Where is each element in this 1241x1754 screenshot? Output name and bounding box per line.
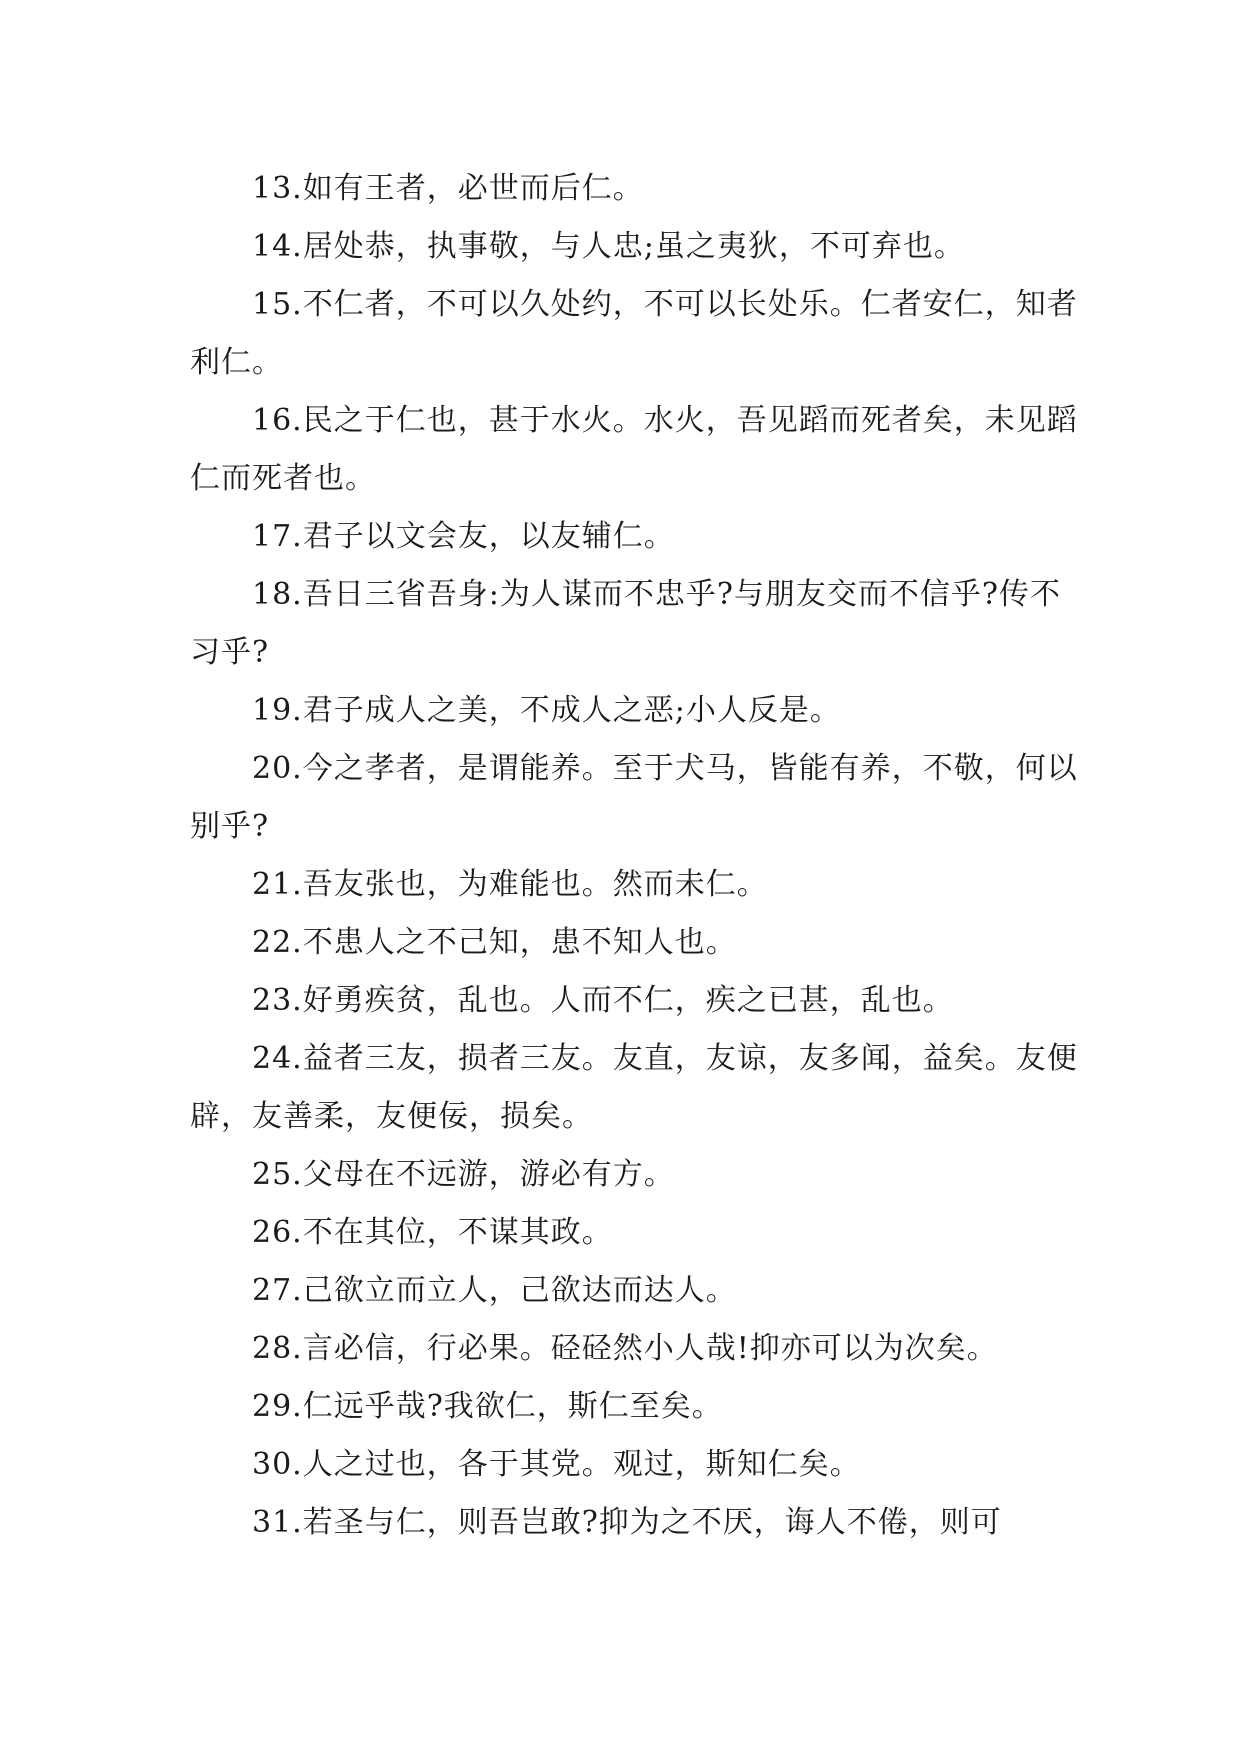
paragraph-13: 13.如有王者，必世而后仁。 (252, 171, 644, 206)
paragraph-18: 18.吾日三省吾身:为人谋而不忠乎?与朋友交而不信乎?传不习乎? (190, 577, 1061, 670)
paragraph-21: 21.吾友张也，为难能也。然而未仁。 (252, 867, 768, 902)
paragraph-16: 16.民之于仁也，甚于水火。水火，吾见蹈而死者矣，未见蹈仁而死者也。 (190, 403, 1078, 496)
document-body (190, 160, 1090, 1552)
paragraph-31: 31.若圣与仁，则吾岂敢?抑为之不厌，诲人不倦，则可 (252, 1505, 1002, 1540)
paragraph-22: 22.不患人之不己知，患不知人也。 (252, 925, 737, 960)
paragraph-27: 27.己欲立而立人，己欲达而达人。 (252, 1273, 737, 1308)
paragraph-14: 14.居处恭，执事敬，与人忠;虽之夷狄，不可弃也。 (252, 229, 965, 264)
paragraph-30: 30.人之过也，各于其党。观过，斯知仁矣。 (252, 1447, 861, 1482)
paragraph-19: 19.君子成人之美，不成人之恶;小人反是。 (252, 693, 841, 728)
paragraph-28: 28.言必信，行必果。硁硁然小人哉!抑亦可以为次矣。 (252, 1331, 998, 1366)
paragraph-29: 29.仁远乎哉?我欲仁，斯仁至矣。 (252, 1389, 723, 1424)
paragraph-25: 25.父母在不远游，游必有方。 (252, 1157, 675, 1192)
paragraph-17: 17.君子以文会友，以友辅仁。 (252, 519, 675, 554)
paragraph-23: 23.好勇疾贫，乱也。人而不仁，疾之已甚，乱也。 (252, 983, 954, 1018)
paragraph-15: 15.不仁者，不可以久处约，不可以长处乐。仁者安仁，知者利仁。 (190, 287, 1078, 380)
paragraph-20: 20.今之孝者，是谓能养。至于犬马，皆能有养，不敬，何以别乎? (190, 751, 1078, 844)
paragraph-26: 26.不在其位，不谋其政。 (252, 1215, 613, 1250)
paragraph-24: 24.益者三友，损者三友。友直，友谅，友多闻，益矣。友便辟，友善柔，友便佞，损矣。 (190, 1041, 1078, 1134)
